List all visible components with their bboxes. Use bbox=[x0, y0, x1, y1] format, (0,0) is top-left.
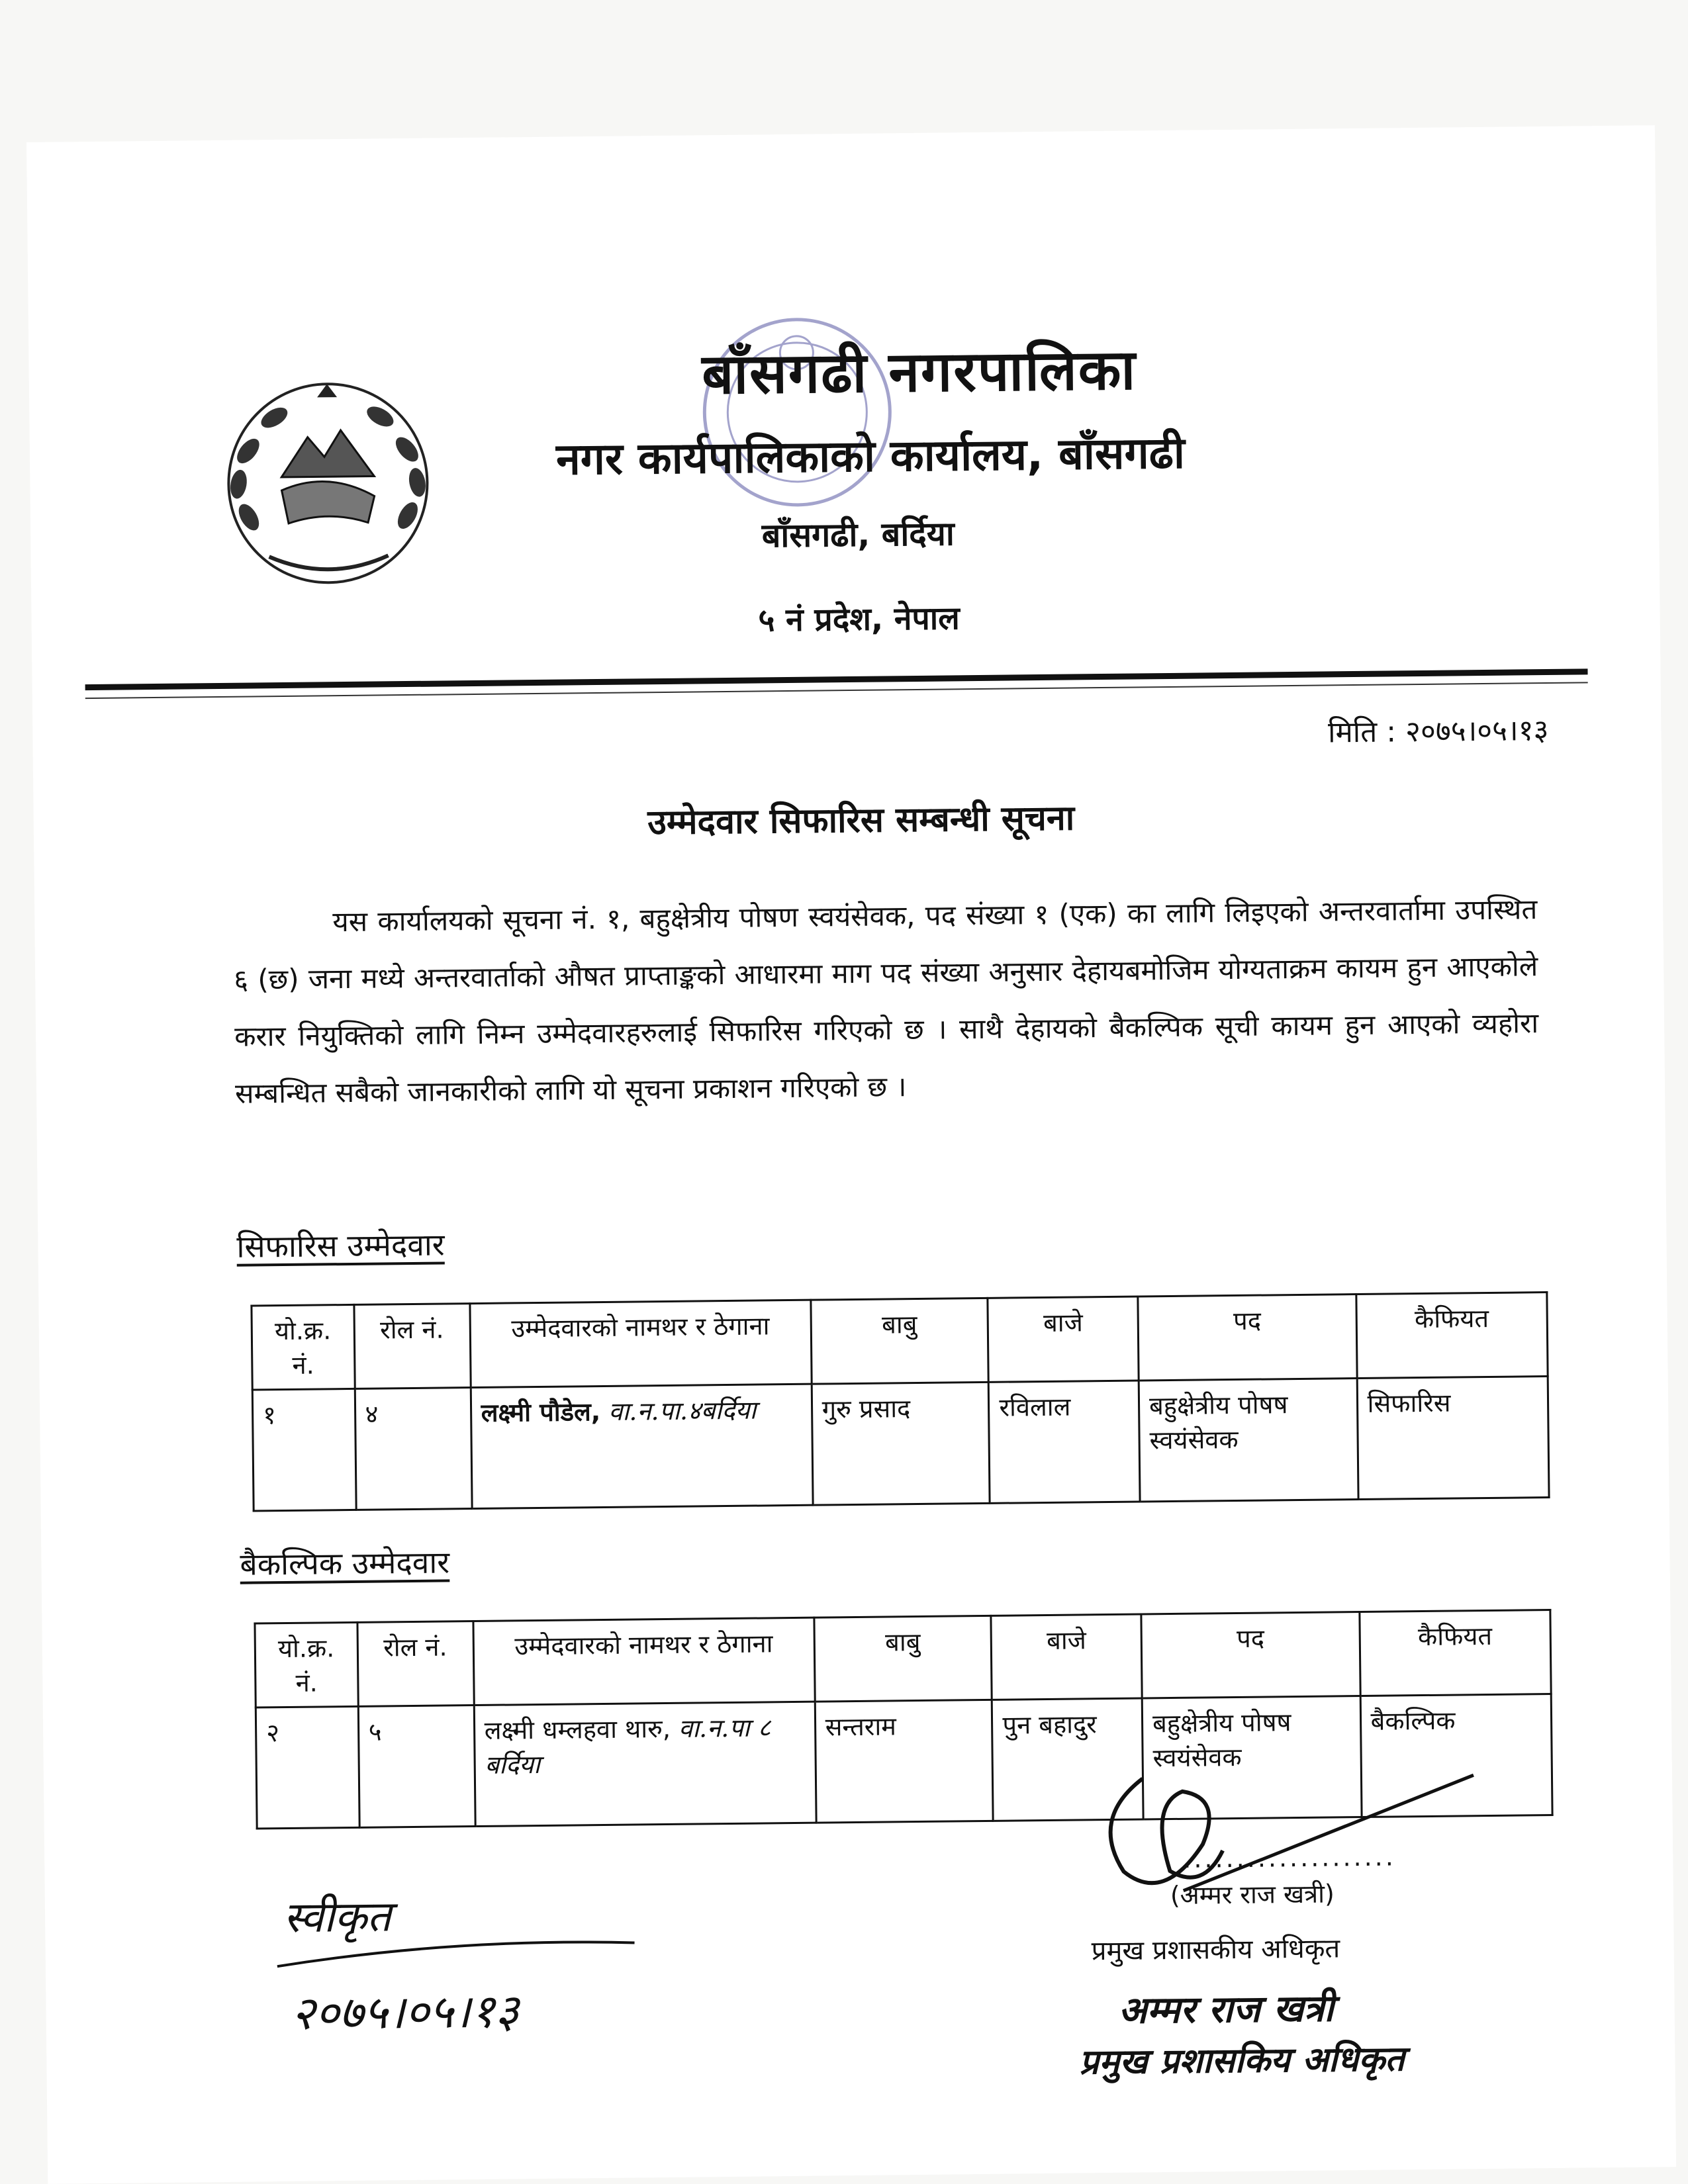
province-name: ५ नं प्रदेश, नेपाल bbox=[758, 600, 961, 639]
nepal-emblem-icon bbox=[208, 363, 449, 604]
signatory-designation: प्रमुख प्रशासकीय अधिकृत bbox=[1091, 1933, 1340, 1967]
name-stamp: अम्मर राज खत्री bbox=[1118, 1987, 1335, 2032]
recommended-heading: सिफारिस उम्मेदवार bbox=[236, 1226, 445, 1265]
col-post: पद bbox=[1138, 1295, 1357, 1381]
col-father: बाबु bbox=[810, 1298, 988, 1384]
cell-grandfather: पुन बहादुर bbox=[992, 1698, 1143, 1821]
cell-serial: २ bbox=[256, 1706, 359, 1829]
cell-father: सन्तराम bbox=[815, 1700, 994, 1823]
cell-name bbox=[471, 1384, 813, 1508]
col-serial: यो.क्र. नं. bbox=[252, 1304, 355, 1390]
handwritten-address: वा.न.पा.४बर्दिया bbox=[608, 1395, 757, 1426]
signature-underline bbox=[270, 1929, 641, 1973]
cell-remarks: सिफारिस bbox=[1357, 1377, 1549, 1500]
cell-roll: ४ bbox=[355, 1388, 472, 1510]
notice-title: उम्मेदवार सिफारिस सम्बन्धी सूचना bbox=[647, 798, 1075, 843]
col-grandfather: बाजे bbox=[988, 1297, 1139, 1382]
approval-word: स्वीकृत bbox=[283, 1892, 392, 1943]
table-header-row bbox=[252, 1293, 1548, 1390]
recommended-table bbox=[250, 1291, 1550, 1512]
cell-post: बहुक्षेत्रीय पोषष स्वयंसेवक bbox=[1142, 1696, 1361, 1819]
table-row bbox=[252, 1377, 1549, 1511]
cell-grandfather: रविलाल bbox=[989, 1381, 1140, 1503]
notice-body: यस कार्यालयको सूचना नं. १, बहुक्षेत्रीय पोषण स्वयंसेवक, पद संख्या १ (एक) का लागि लिइएको अन्तरवार्तामा उपस्थित ६ (छ) जना मध्ये अन्तरवार्ताको औषत प्राप्ताङ्कको आधारमा माग पद संख्या अनुसार देहायबमोजिम योग्यताक्रम कायम हुन आएकोले करार नियुक्तिको लागि निम्न उम्मेदवारहरुलाई सिफारिस गरिएको छ । साथै देहायको बैकल्पिक सूची कायम हुन आएको व्यहोरा सम्बन्धित सबैको जानकारीको लागि यो सूचना प्रकाशन गरिएको छ । bbox=[234, 893, 1539, 1110]
col-post: पद bbox=[1141, 1612, 1360, 1698]
candidate-name: लक्ष्मी पौडेल, bbox=[481, 1397, 601, 1428]
col-roll: रोल नं. bbox=[357, 1621, 473, 1707]
header-divider bbox=[85, 668, 1588, 690]
cell-post: बहुक्षेत्रीय पोषष स्वयंसेवक bbox=[1139, 1379, 1358, 1502]
table-header-row bbox=[255, 1610, 1551, 1707]
col-father: बाबु bbox=[814, 1615, 992, 1702]
col-remarks: कैफियत bbox=[1356, 1293, 1548, 1379]
col-remarks: कैफियत bbox=[1359, 1610, 1551, 1696]
office-name: नगर कार्यपालिकाको कार्यालय, बाँसगढी bbox=[555, 427, 1186, 485]
col-name: उम्मेदवारको नामथर र ठेगाना bbox=[473, 1617, 815, 1705]
col-serial: यो.क्र. नं. bbox=[255, 1622, 358, 1707]
alternate-heading: बैकल्पिक उम्मेदवार bbox=[240, 1544, 450, 1582]
municipality-name: बाँसगढी नगरपालिका bbox=[701, 337, 1137, 407]
col-grandfather: बाजे bbox=[991, 1614, 1142, 1700]
designation-stamp: प्रमुख प्रशासकिय अधिकृत bbox=[1079, 2039, 1405, 2083]
approval-signature bbox=[270, 1876, 669, 2092]
col-name: उम्मेदवारको नामथर र ठेगाना bbox=[470, 1300, 812, 1387]
signature-dots: .................... bbox=[1183, 1842, 1397, 1874]
letter-sheet bbox=[26, 125, 1676, 2184]
handwritten-address: वा.न.पा ८ बर्दिया bbox=[485, 1713, 771, 1780]
cell-serial: १ bbox=[252, 1388, 355, 1511]
col-roll: रोल नं. bbox=[353, 1304, 470, 1389]
office-location: बाँसगढी, बर्दिया bbox=[761, 514, 955, 555]
notice-date: मिति : २०७५।०५।१३ bbox=[1327, 713, 1549, 750]
signatory-name: (अम्मर राज खत्री) bbox=[1170, 1879, 1335, 1911]
cell-name bbox=[474, 1702, 816, 1826]
cell-father: गुरु प्रसाद bbox=[812, 1382, 990, 1505]
approval-date: २०७५।०५।१३ bbox=[291, 1983, 520, 2040]
cell-remarks: बैकल्पिक bbox=[1360, 1694, 1552, 1817]
candidate-name: लक्ष्मी धम्लहवा थारु, bbox=[484, 1713, 671, 1745]
cell-roll: ५ bbox=[358, 1706, 475, 1828]
